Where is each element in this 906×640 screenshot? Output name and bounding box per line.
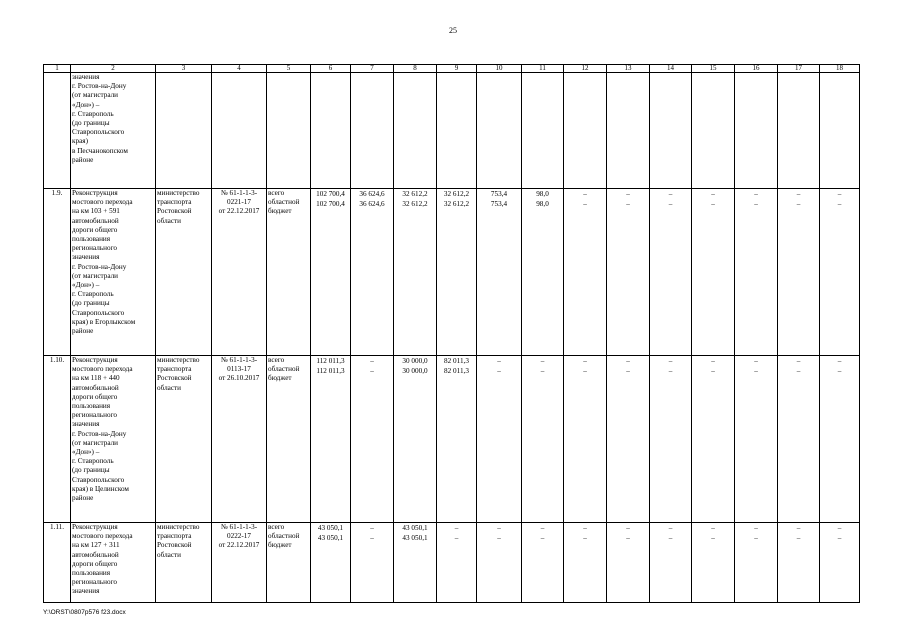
cell-empty — [692, 73, 735, 189]
source-line: областной — [268, 365, 300, 374]
amount-value: 753,4 — [490, 200, 508, 208]
cell-empty — [437, 73, 477, 189]
amount-value: – — [370, 524, 374, 532]
amount-cell — [311, 523, 351, 603]
name-line: края) в Егорлыкском — [72, 317, 136, 326]
amount-value: – — [583, 200, 587, 208]
amount-value: 30 000,0 — [402, 367, 428, 375]
column-number: 12 — [564, 65, 607, 73]
amount-cell — [607, 523, 650, 603]
amount-cell — [820, 523, 860, 603]
amount-cell — [735, 356, 778, 523]
amount-cell — [477, 523, 522, 603]
amount-value: – — [583, 357, 587, 365]
amount-value: 98,0 — [536, 200, 549, 208]
amount-value: – — [668, 524, 673, 532]
amount-value: – — [711, 357, 715, 365]
amount-value: – — [754, 367, 758, 375]
column-number: 4 — [212, 65, 267, 73]
name-line: пользования — [72, 235, 111, 244]
column-number: 14 — [650, 65, 692, 73]
conclusion-line: 0222-17 — [227, 532, 251, 541]
amount-cell — [650, 189, 692, 356]
object-row — [44, 523, 860, 603]
amount-value: – — [626, 524, 630, 532]
amount-value: – — [454, 534, 459, 542]
column-number-row — [44, 65, 860, 73]
object-name — [71, 356, 156, 523]
name-line: Ставропольского — [72, 308, 125, 317]
name-line: мостового перехода — [72, 365, 133, 374]
column-number: 6 — [311, 65, 351, 73]
name-line: г. Ставрополь — [72, 457, 114, 466]
amount-cell — [692, 356, 735, 523]
amount-value: – — [626, 190, 630, 198]
funding-source — [267, 356, 311, 523]
amount-cell — [820, 356, 860, 523]
amount-cell — [692, 523, 735, 603]
conclusion-line: от 22.12.2017 — [218, 541, 260, 550]
amount-value: – — [370, 357, 374, 365]
amount-value: – — [626, 200, 630, 208]
amount-value: 82 011,3 — [444, 357, 469, 365]
name-line: г. Ростов-на-Дону — [72, 262, 127, 271]
amount-value: – — [540, 534, 545, 542]
column-number: 5 — [267, 65, 311, 73]
cell-empty — [156, 73, 212, 189]
column-number: 11 — [522, 65, 564, 73]
cell-empty — [477, 73, 522, 189]
name-line: на км 103 + 591 — [72, 207, 120, 216]
amount-cell — [437, 356, 477, 523]
name-line: Реконструкция — [72, 356, 118, 364]
conclusion-line: от 22.12.2017 — [218, 207, 260, 216]
amount-value: 32 612,2 — [443, 190, 470, 198]
column-number: 17 — [778, 65, 820, 73]
financing-table — [43, 64, 860, 603]
amount-cell — [778, 356, 820, 523]
amount-cell — [607, 189, 650, 356]
name-line: на км 118 + 440 — [72, 374, 120, 383]
object-name — [71, 189, 156, 356]
name-line: автомобильной — [72, 216, 119, 225]
amount-cell — [778, 523, 820, 603]
amount-value: – — [668, 534, 673, 542]
customer-line: транспорта — [157, 198, 192, 207]
amount-cell — [394, 189, 437, 356]
amount-value: 43 050,1 — [402, 534, 428, 542]
amount-cell — [650, 356, 692, 523]
customer-line: Ростовской — [157, 374, 192, 383]
name-line: (до границы — [72, 466, 110, 475]
customer-line: области — [157, 550, 182, 559]
amount-value: – — [497, 367, 501, 375]
name-line: края) — [72, 137, 88, 146]
column-number: 3 — [156, 65, 212, 73]
amount-value: – — [837, 367, 842, 375]
customer-line: министерство — [157, 523, 200, 531]
amount-cell — [394, 356, 437, 523]
row-number: 1.11. — [44, 523, 71, 603]
amount-cell — [477, 189, 522, 356]
cell-empty — [351, 73, 394, 189]
name-line: в Песчанокопском — [72, 146, 128, 155]
source-line: бюджет — [268, 207, 292, 216]
customer-line: транспорта — [157, 532, 192, 541]
amount-value: – — [796, 190, 801, 198]
amount-value: 36 624,6 — [359, 200, 385, 208]
footer-file-path: Y:\ORST\0807p576 f23.docx — [43, 609, 126, 616]
customer — [156, 356, 212, 523]
cell-empty — [564, 73, 607, 189]
amount-value: 753,4 — [490, 190, 508, 198]
amount-value: – — [711, 524, 715, 532]
name-line: регионального — [72, 411, 117, 420]
amount-value: – — [837, 357, 842, 365]
cell-empty — [394, 73, 437, 189]
amount-value: – — [837, 200, 842, 208]
cell-empty — [311, 73, 351, 189]
conclusion-line: от 26.10.2017 — [218, 374, 260, 383]
name-line: Реконструкция — [72, 523, 118, 531]
cell-empty — [607, 73, 650, 189]
amount-value: 32 612,2 — [443, 200, 470, 208]
amount-cell — [650, 523, 692, 603]
amount-value: – — [626, 534, 630, 542]
cell-empty — [212, 73, 267, 189]
amount-value: – — [626, 367, 630, 375]
amount-value: – — [668, 190, 673, 198]
amount-value: 102 700,4 — [316, 190, 345, 198]
amount-value: – — [540, 357, 545, 365]
source-line: областной — [268, 198, 300, 207]
name-line: (от магистрали — [72, 91, 119, 100]
cell-empty — [820, 73, 860, 189]
conclusion-line: № 61-1-1-3- — [220, 356, 258, 364]
object-row — [44, 356, 860, 523]
name-line: г. Ростов-на-Дону — [72, 82, 127, 91]
amount-cell — [437, 523, 477, 603]
amount-value: – — [454, 524, 459, 532]
column-number: 1 — [44, 65, 71, 73]
name-line: регионального — [72, 578, 117, 587]
amount-value: 32 612,2 — [402, 190, 428, 198]
cell-empty — [267, 73, 311, 189]
amount-cell — [351, 523, 394, 603]
amount-value: – — [668, 367, 673, 375]
amount-value: 82 011,3 — [444, 367, 469, 375]
name-line: г. Ставрополь — [72, 290, 114, 299]
amount-cell — [564, 356, 607, 523]
amount-value: – — [796, 357, 801, 365]
cell-empty — [650, 73, 692, 189]
cell-empty — [778, 73, 820, 189]
cell-empty — [735, 73, 778, 189]
amount-value: – — [668, 200, 673, 208]
cell-empty — [522, 73, 564, 189]
column-number: 7 — [351, 65, 394, 73]
name-line: регионального — [72, 244, 117, 253]
name-line: «Дон») – — [72, 100, 100, 109]
amount-value: – — [370, 534, 374, 542]
customer — [156, 523, 212, 603]
amount-cell — [522, 356, 564, 523]
amount-value: 112 011,3 — [316, 367, 345, 375]
amount-cell — [522, 189, 564, 356]
object-row — [44, 189, 860, 356]
amount-cell — [351, 189, 394, 356]
amount-value: – — [583, 534, 587, 542]
amount-value: 36 624,6 — [359, 190, 385, 198]
amount-value: – — [497, 534, 501, 542]
amount-value: 112 011,3 — [316, 357, 345, 365]
amount-cell — [564, 523, 607, 603]
name-line: пользования — [72, 402, 111, 411]
name-line: (от магистрали — [72, 271, 119, 280]
amount-value: – — [754, 190, 758, 198]
column-number: 9 — [437, 65, 477, 73]
conclusion-line: 0113-17 — [227, 365, 251, 374]
amount-cell — [735, 523, 778, 603]
amount-value: – — [370, 367, 374, 375]
amount-value: – — [583, 524, 587, 532]
row-number: 1.10. — [44, 356, 71, 523]
name-line: «Дон») – — [72, 448, 100, 457]
expertise-conclusion — [212, 356, 267, 523]
customer-line: министерство — [157, 189, 200, 197]
object-name — [71, 523, 156, 603]
amount-value: – — [796, 367, 801, 375]
name-line: дороги общего — [72, 225, 118, 234]
amount-cell — [820, 189, 860, 356]
name-line: Ставропольского — [72, 128, 125, 137]
customer — [156, 189, 212, 356]
name-line: г. Ставрополь — [72, 109, 114, 118]
funding-source — [267, 523, 311, 603]
customer-line: транспорта — [157, 365, 192, 374]
amount-value: – — [754, 357, 758, 365]
name-line: пользования — [72, 569, 111, 578]
name-line: автомобильной — [72, 383, 119, 392]
expertise-conclusion — [212, 189, 267, 356]
name-line: (от магистрали — [72, 438, 119, 447]
amount-value: 32 612,2 — [402, 200, 428, 208]
source-line: бюджет — [268, 374, 292, 383]
amount-value: – — [583, 190, 587, 198]
amount-value: – — [583, 367, 587, 375]
source-line: всего — [268, 189, 285, 197]
customer-line: министерство — [157, 356, 200, 364]
name-line: (до границы — [72, 119, 110, 128]
amount-value: – — [837, 534, 842, 542]
name-line: (до границы — [72, 299, 110, 308]
conclusion-line: № 61-1-1-3- — [220, 189, 258, 197]
conclusion-line: 0221-17 — [227, 198, 251, 207]
name-line: Ставропольского — [72, 475, 125, 484]
continuation-row — [44, 73, 860, 189]
amount-value: – — [497, 357, 501, 365]
amount-value: – — [540, 367, 545, 375]
customer-line: Ростовской — [157, 207, 192, 216]
amount-cell — [351, 356, 394, 523]
source-line: всего — [268, 523, 285, 531]
amount-value: – — [796, 534, 801, 542]
name-line: значения — [72, 420, 100, 429]
funding-source — [267, 189, 311, 356]
column-number: 18 — [820, 65, 860, 73]
source-line: бюджет — [268, 541, 292, 550]
name-line: мостового перехода — [72, 532, 133, 541]
source-line: всего — [268, 356, 285, 364]
amount-value: – — [754, 524, 758, 532]
name-line: значения — [72, 73, 100, 81]
name-line: районе — [72, 494, 94, 503]
amount-value: 30 000,0 — [402, 357, 428, 365]
amount-cell — [437, 189, 477, 356]
name-line: дороги общего — [72, 559, 118, 568]
amount-cell — [778, 189, 820, 356]
amount-cell — [522, 523, 564, 603]
amount-value: – — [837, 190, 842, 198]
amount-cell — [735, 189, 778, 356]
amount-value: – — [626, 357, 630, 365]
amount-cell — [311, 356, 351, 523]
column-number: 13 — [607, 65, 650, 73]
row-number: 1.9. — [44, 189, 71, 356]
source-line: областной — [268, 532, 300, 541]
continuation-object-name — [71, 73, 156, 189]
amount-value: – — [497, 524, 501, 532]
amount-cell — [607, 356, 650, 523]
column-number: 2 — [71, 65, 156, 73]
amount-value: 43 050,1 — [402, 524, 428, 532]
name-line: «Дон») – — [72, 281, 100, 290]
amount-value: – — [711, 367, 715, 375]
amount-value: 98,0 — [536, 190, 549, 198]
name-line: значения — [72, 587, 100, 596]
amount-value: – — [711, 190, 715, 198]
name-line: дороги общего — [72, 392, 118, 401]
amount-cell — [311, 189, 351, 356]
amount-cell — [477, 356, 522, 523]
name-line: автомобильной — [72, 550, 119, 559]
amount-value: – — [711, 200, 715, 208]
amount-value: – — [711, 534, 715, 542]
cell-empty — [44, 73, 71, 189]
column-number: 8 — [394, 65, 437, 73]
name-line: районе — [72, 327, 94, 336]
amount-value: – — [668, 357, 673, 365]
amount-value: – — [754, 200, 758, 208]
customer-line: области — [157, 383, 182, 392]
amount-cell — [394, 523, 437, 603]
column-number: 16 — [735, 65, 778, 73]
amount-cell — [564, 189, 607, 356]
amount-value: – — [837, 524, 842, 532]
name-line: г. Ростов-на-Дону — [72, 429, 127, 438]
conclusion-line: № 61-1-1-3- — [220, 523, 258, 531]
name-line: значения — [72, 253, 100, 262]
name-line: мостового перехода — [72, 198, 133, 207]
amount-value: 43 050,1 — [317, 534, 344, 542]
column-number: 10 — [477, 65, 522, 73]
page-number: 25 — [449, 26, 457, 35]
expertise-conclusion — [212, 523, 267, 603]
customer-line: Ростовской — [157, 541, 192, 550]
amount-value: – — [540, 524, 545, 532]
name-line: районе — [72, 155, 94, 164]
customer-line: области — [157, 216, 182, 225]
name-line: на км 127 + 311 — [72, 541, 120, 550]
name-line: края) в Целинском — [72, 484, 129, 493]
amount-value: – — [796, 200, 801, 208]
amount-value: – — [796, 524, 801, 532]
column-number: 15 — [692, 65, 735, 73]
name-line: Реконструкция — [72, 189, 118, 197]
amount-value: 102 700,4 — [316, 200, 345, 208]
amount-value: 43 050,1 — [317, 524, 344, 532]
amount-cell — [692, 189, 735, 356]
amount-value: – — [754, 534, 758, 542]
